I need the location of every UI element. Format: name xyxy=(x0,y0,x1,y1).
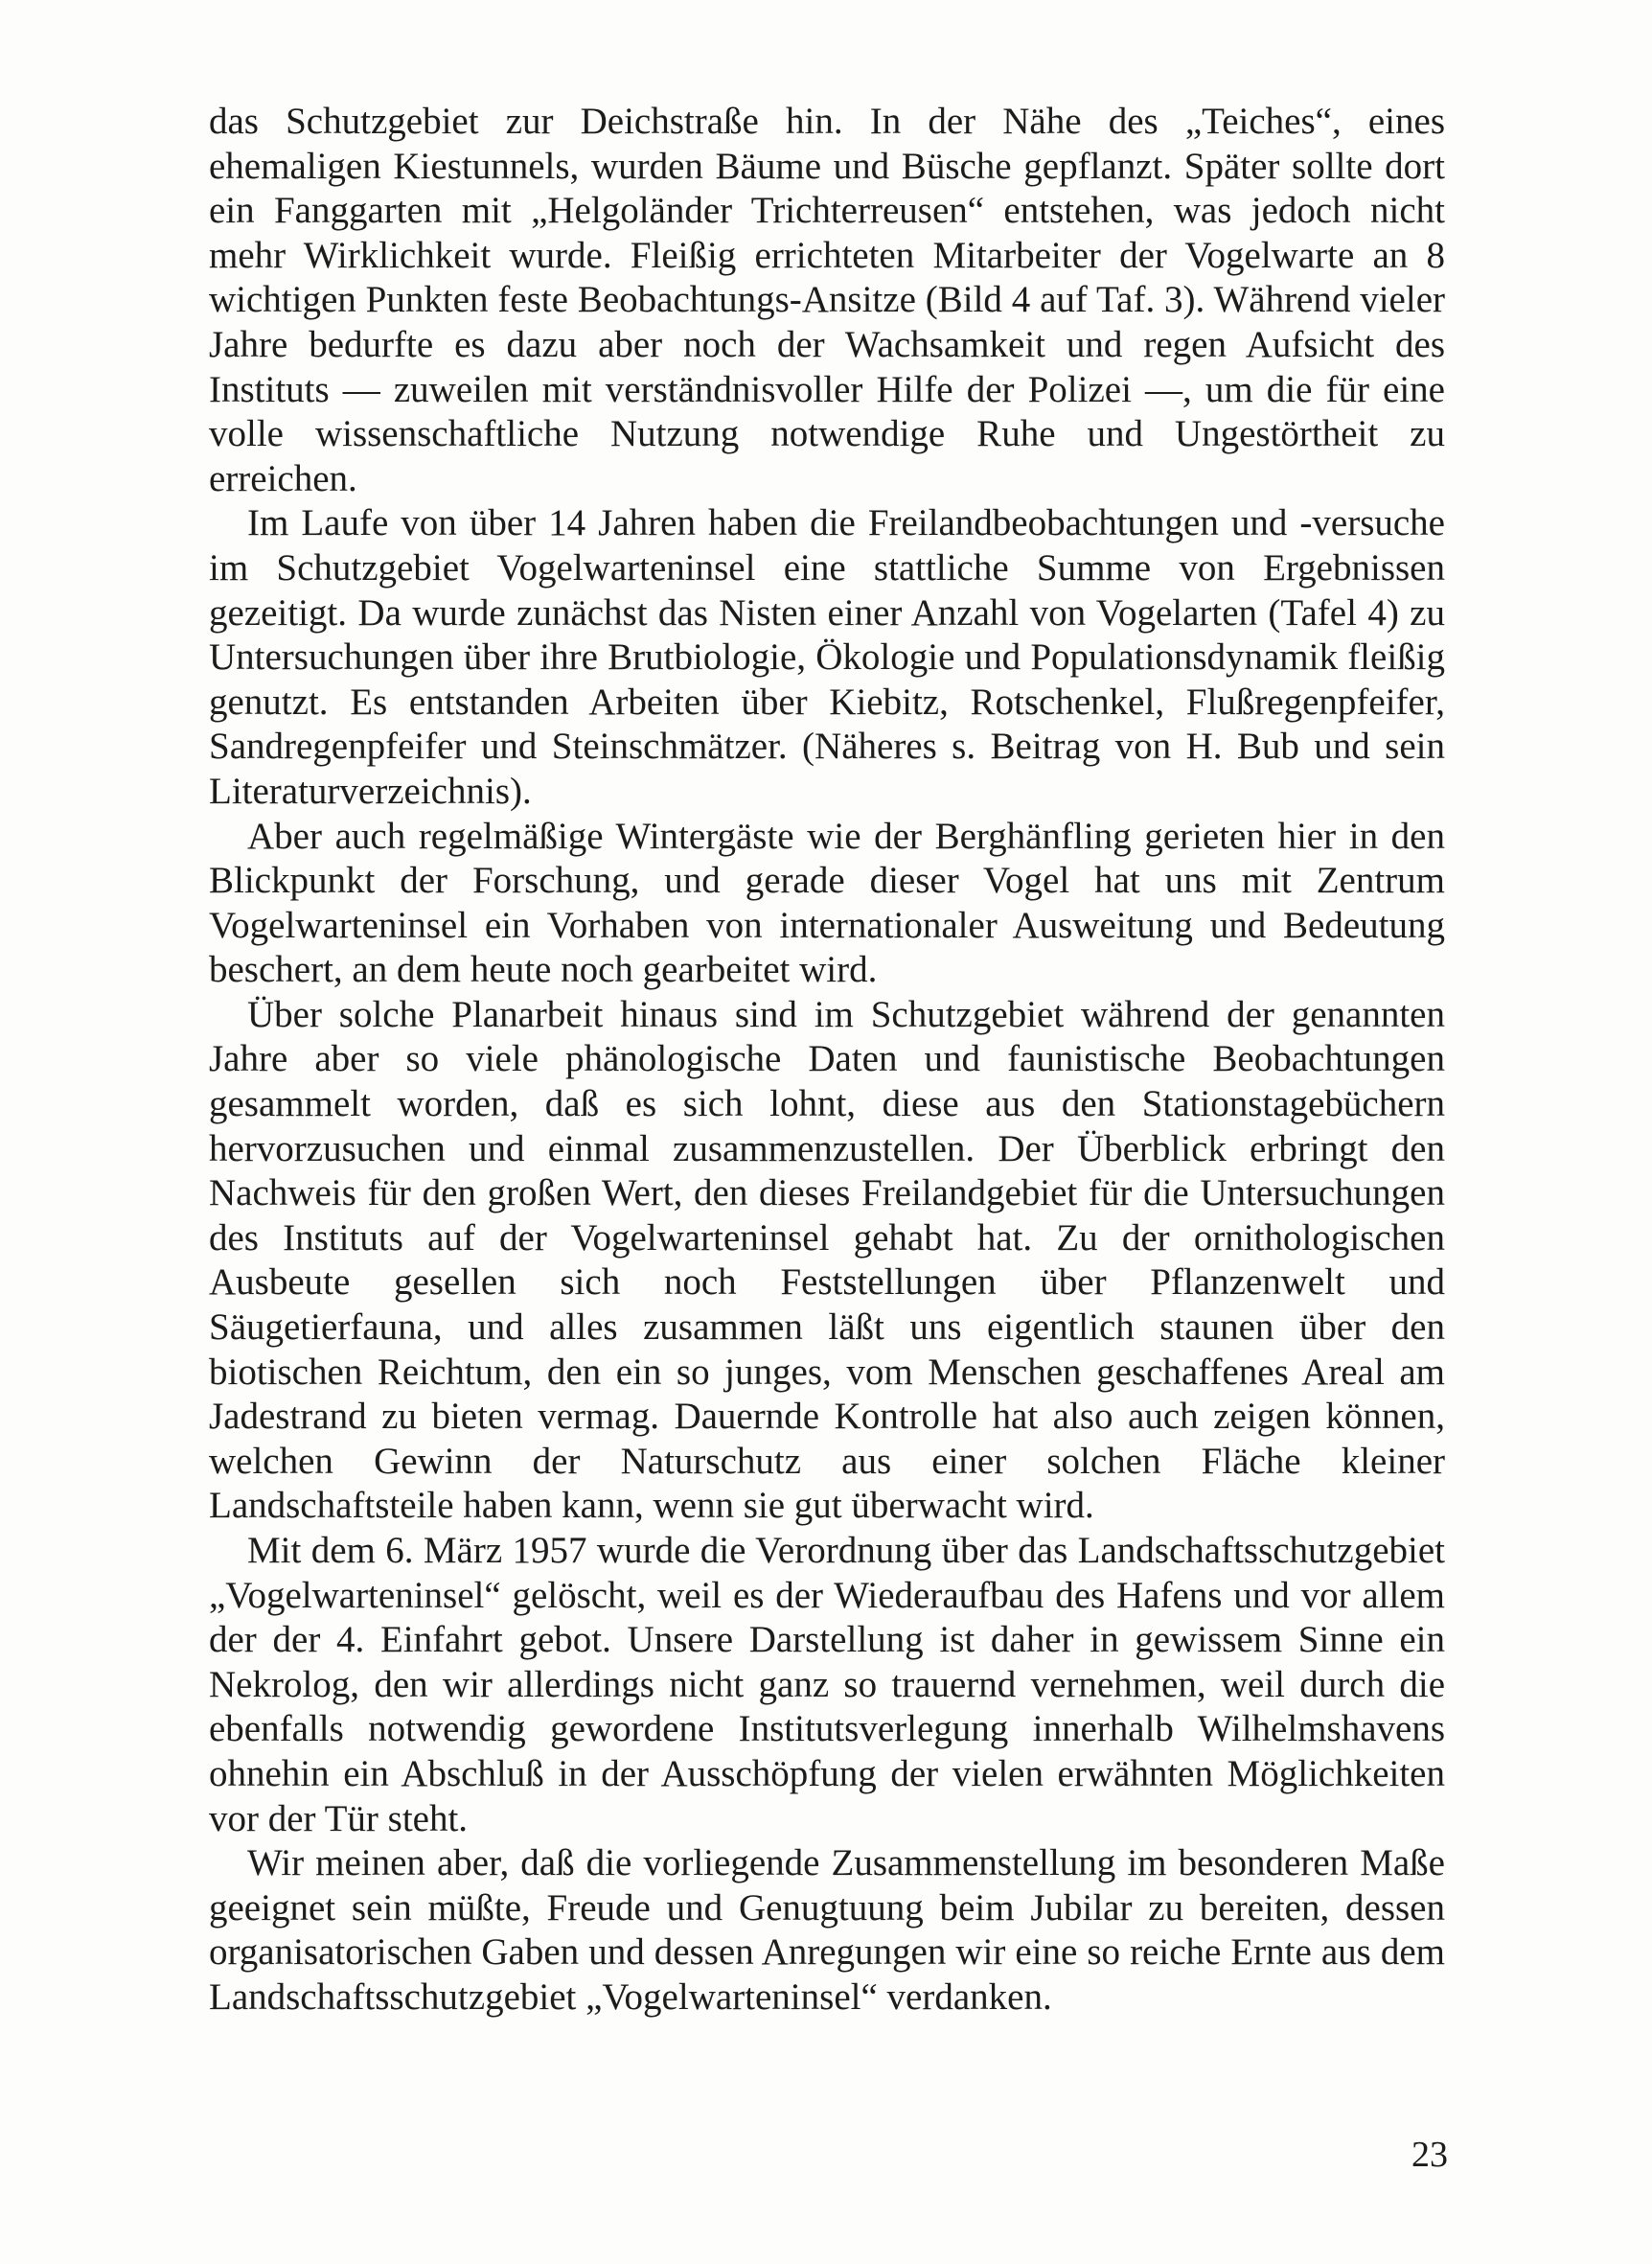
paragraph-3: Aber auch regelmäßige Wintergäste wie der Berghänfling gerieten hier in den Blickpunkt der Forschung, und gerade dieser Vogel hat uns mit Zentrum Vogelwarteninsel ein Vorhaben von internationaler Ausweitung und Bedeutung beschert, an dem heute noch gearbeitet wird. xyxy=(209,815,1445,991)
paragraph-2: Im Laufe von über 14 Jahren haben die Freilandbeobachtungen und -versuche im Schutzgebiet Vogelwarteninsel eine stattliche Summe von Ergebnissen gezeitigt. Da wurde zunächst das Nisten einer Anzahl von Vogelarten (Tafel 4) zu Untersuchungen über ihre Brutbiologie, Ökologie und Populationsdynamik fleißig genutzt. Es entstanden Arbeiten über Kiebitz, Rotschenkel, Flußregenpfeifer, Sandregenpfeifer und Steinschmätzer. (Näheres s. Beitrag von H. Bub und sein Literaturverzeichnis). xyxy=(209,502,1445,812)
paragraph-6: Wir meinen aber, daß die vorliegende Zusammenstellung im besonderen Maße geeignet sein müßte, Freude und Genugtuung beim Jubilar zu bereiten, dessen organisatorischen Gaben und dessen Anregungen wir eine so reiche Ernte aus dem Landschaftsschutzgebiet „Vogelwarteninsel“ verdanken. xyxy=(209,1842,1445,2018)
paragraph-1: das Schutzgebiet zur Deichstraße hin. In der Nähe des „Teiches“, eines ehemaligen Kiestunnels, wurden Bäume und Büsche gepflanzt. Später sollte dort ein Fanggarten mit „Helgoländer Trichterreusen“ entstehen, was jedoch nicht mehr Wirklichkeit wurde. Fleißig errichteten Mitarbeiter der Vogelwarte an 8 wichtigen Punkten feste Beobachtungs-Ansitze (Bild 4 auf Taf. 3). Während vieler Jahre bedurfte es dazu aber noch der Wachsamkeit und regen Aufsicht des Instituts — zuweilen mit verständnisvoller Hilfe der Polizei —, um die für eine volle wissenschaftliche Nutzung notwendige Ruhe und Ungestörtheit zu erreichen. xyxy=(209,101,1445,499)
paragraph-5: Mit dem 6. März 1957 wurde die Verordnung über das Landschaftsschutzgebiet „Vogelwarteninsel“ gelöscht, weil es der Wiederaufbau des Hafens und vor allem der der 4. Einfahrt gebot. Unsere Darstellung ist daher in gewissem Sinne ein Nekrolog, den wir allerdings nicht ganz so trauernd vernehmen, weil durch die ebenfalls notwendig gewordene Institutsverlegung innerhalb Wilhelmshavens ohnehin ein Abschluß in der Ausschöpfung der vielen erwähnten Möglichkeiten vor der Tür steht. xyxy=(209,1530,1445,1839)
page-number: 23 xyxy=(1411,2135,1448,2175)
paragraph-4: Über solche Planarbeit hinaus sind im Schutzgebiet während der genannten Jahre aber so viele phänologische Daten und faunistische Beobachtungen gesammelt worden, daß es sich lohnt, diese aus den Stationstagebüchern hervorzusuchen und einmal zusammenzustellen. Der Überblick erbringt den Nachweis für den großen Wert, den dieses Freilandgebiet für die Untersuchungen des Instituts auf der Vogelwarteninsel gehabt hat. Zu der ornithologischen Ausbeute gesellen sich noch Feststellungen über Pflanzenwelt und Säugetierfauna, und alles zusammen läßt uns eigentlich staunen über den biotischen Reichtum, den ein so junges, vom Menschen geschaffenes Areal am Jadestrand zu bieten vermag. Dauernde Kontrolle hat also auch zeigen können, welchen Gewinn der Naturschutz aus einer solchen Fläche kleiner Landschaftsteile haben kann, wenn sie gut überwacht wird. xyxy=(209,993,1445,1527)
body-text xyxy=(209,100,1445,2021)
